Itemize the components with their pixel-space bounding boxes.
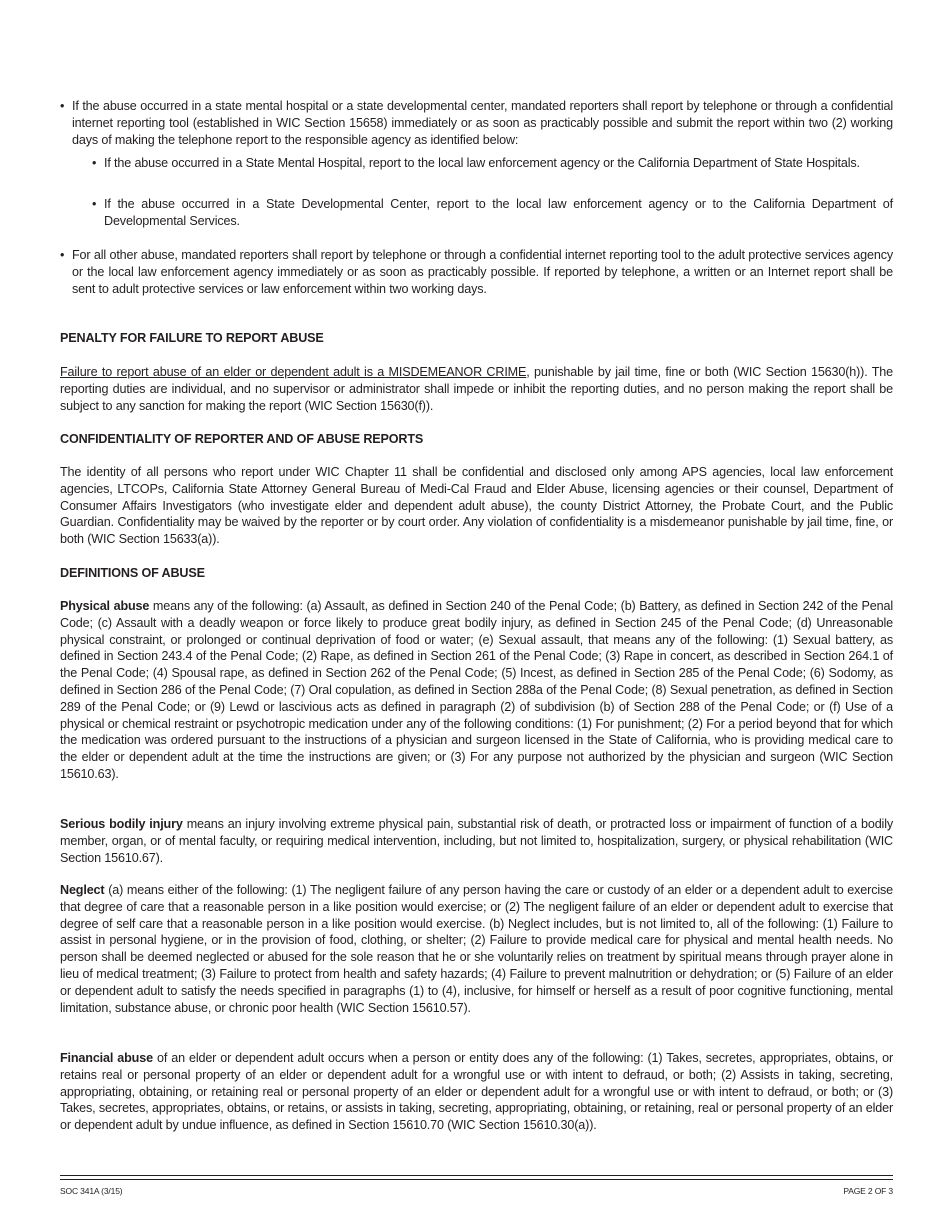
bullet-all-other-abuse: • For all other abuse, mandated reporters shall report by telephone or through a confidential internet reporting tool to the adult protective services agency or the local law enforcement agency immediately or as soon as practicably possible. If reported by telephone, a written or an Internet report shall be sent to adult protective services or law enforcement within two working days.	[60, 247, 893, 297]
definition-financial-abuse	[60, 1050, 893, 1134]
definition-neglect	[60, 882, 893, 1016]
sub-bullet-state-mental-hospital: • If the abuse occurred in a State Mental Hospital, report to the local law enforcement agency or the California Department of State Hospitals.	[92, 155, 893, 172]
paragraph-penalty	[60, 364, 893, 414]
heading-definitions: DEFINITIONS OF ABUSE	[60, 566, 205, 580]
neglect-text: (a) means either of the following: (1) The negligent failure of any person having the care or custody of an elder or a dependent adult to exercise that degree of care that a reasonable person in a like position would exercise; or (2) The negligent failure of an elder or dependent adult to exercise that degree of self care that a reasonable person in a like position would exercise. (b) Neglect includes, but is not limited to, all of the following: (1) Failure to assist in personal hygiene, or in the provision of food, clothing, or shelter; (2) Failure to provide medical care for physical and mental health needs. No person shall be deemed neglected or abused for the sole reason that he or she voluntarily relies on treatment by spiritual means through prayer alone in lieu of medical treatment; (3) Failure to protect from health and safety hazards; (4) Failure to prevent malnutrition or dehydration; or (5) Failure of an elder or dependent adult to satisfy the needs specified in paragraphs (1) to (4), inclusive, for himself or herself as a result of poor cognitive functioning, mental limitation, substance abuse, or chronic poor health (WIC Section 15610.57).	[60, 883, 893, 1015]
term-financial-abuse: Financial abuse	[60, 1051, 153, 1065]
term-physical-abuse: Physical abuse	[60, 599, 150, 613]
misdemeanor-statement: Failure to report abuse of an elder or dependent adult is a MISDEMEANOR CRIME	[60, 365, 527, 379]
financial-abuse-text: of an elder or dependent adult occurs when a person or entity does any of the following: (1) Takes, secretes, appropriates, obtains, or retains real or personal property of an elder or dependent adult for a wrongful use or with intent to defraud, or both; (2) Assists in taking, secreting, appropriating, obtaining, or retaining real or personal property of an elder or dependent adult for a wrongful use or with intent to defraud, or both; or (3) Takes, secretes, appropriates, obtains, or retains, or assists in taking, secreting, appropriating, obtaining, or retaining, real or personal property of an elder or dependent adult by undue influence, as defined in Section 15610.70 (WIC Section 15610.30(a)).	[60, 1051, 894, 1133]
footer-rule-thick	[60, 1175, 893, 1176]
heading-penalty: PENALTY FOR FAILURE TO REPORT ABUSE	[60, 331, 324, 345]
form-id: SOC 341A (3/15)	[60, 1186, 123, 1196]
paragraph-confidentiality: The identity of all persons who report under WIC Chapter 11 shall be confidential and disclosed only among APS agencies, local law enforcement agencies, LTCOPs, California State Attorney General Bureau of Medi-Cal Fraud and Elder Abuse, licensing agencies or their counsel, Department of Consumer Affairs Investigators (who investigate elder and dependent adult abuse), the county District Attorney, the Probate Court, and the Public Guardian. Confidentiality may be waived by the reporter or by court order. Any violation of confidentiality is a misdemeanor punishable by jail time, fine, or both (WIC Section 15633(a)).	[60, 465, 893, 547]
term-neglect: Neglect	[60, 883, 105, 897]
penalty-text: , punishable by jail time, fine or both (WIC Section 15630(h)). The reporting duties are individual, and no supervisor or administrator shall impede or inhibit the reporting duties, and no person making the report shall be subject to any sanction for making the report (WIC Section 15630(f)).	[60, 365, 893, 413]
serious-bodily-injury-text: means an injury involving extreme physical pain, substantial risk of death, or protracted loss or impairment of function of a bodily member, organ, or of mental faculty, or requiring medical intervention, including, but not limited to, hospitalization, surgery, or physical rehabilitation (WIC Section 15610.67).	[60, 817, 893, 865]
definition-serious-bodily-injury	[60, 816, 893, 866]
heading-confidentiality: CONFIDENTIALITY OF REPORTER AND OF ABUSE REPORTS	[60, 432, 424, 446]
physical-abuse-text: means any of the following: (a) Assault, as defined in Section 240 of the Penal Code; (b) Battery, as defined in Section 242 of the Penal Code; (c) Assault with a deadly weapon or force likely to produce great bodily injury, as defined in Section 245 of the Penal Code; (d) Unreasonable physical constraint, or prolonged or continual deprivation of food or water; (e) Sexual assault, that means any of the following: (1) Sexual battery, as defined in Section 243.4 of the Penal Code; (2) Rape, as defined in Section 261 of the Penal Code; (3) Rape in concert, as described in Section 264.1 of the Penal Code; (4) Spousal rape, as defined in Section 262 of the Penal Code; (5) Incest, as defined in Section 285 of the Penal Code; (6) Sodomy, as defined in Section 286 of the Penal Code; (7) Oral copulation, as defined in Section 288a of the Penal Code; (8) Sexual penetration, as defined in Section 289 of the Penal Code; or (9) Lewd or lascivious acts as defined in paragraph (2) of subdivision (b) of Section 288 of the Penal Code; or (f) Use of a physical or chemical restraint or psychotropic medication under any of the following conditions: (1) For punishment; (2) For a period beyond that for which the medication was ordered pursuant to the instructions of a physician and surgeon licensed in the State of California, who is providing medical care to the elder or dependent adult at the time the instructions are given; or (3) For any purpose not authorized by the physician and surgeon (WIC Section 15610.63).	[60, 599, 893, 781]
page-number: PAGE 2 OF 3	[843, 1186, 893, 1196]
footer-rule-thin	[60, 1179, 893, 1180]
definition-physical-abuse	[60, 598, 893, 783]
sub-bullet-state-developmental-center: • If the abuse occurred in a State Developmental Center, report to the local law enforcement agency or to the California Department of Developmental Services.	[92, 196, 893, 230]
term-serious-bodily-injury: Serious bodily injury	[60, 817, 183, 831]
bullet-state-facility: • If the abuse occurred in a state mental hospital or a state developmental center, mandated reporters shall report by telephone or through a confidential internet reporting tool (established in WIC Section 15658) immediately or as soon as practicably possible and submit the report within two (2) working days of making the telephone report to the responsible agency as identified below:	[60, 98, 893, 148]
